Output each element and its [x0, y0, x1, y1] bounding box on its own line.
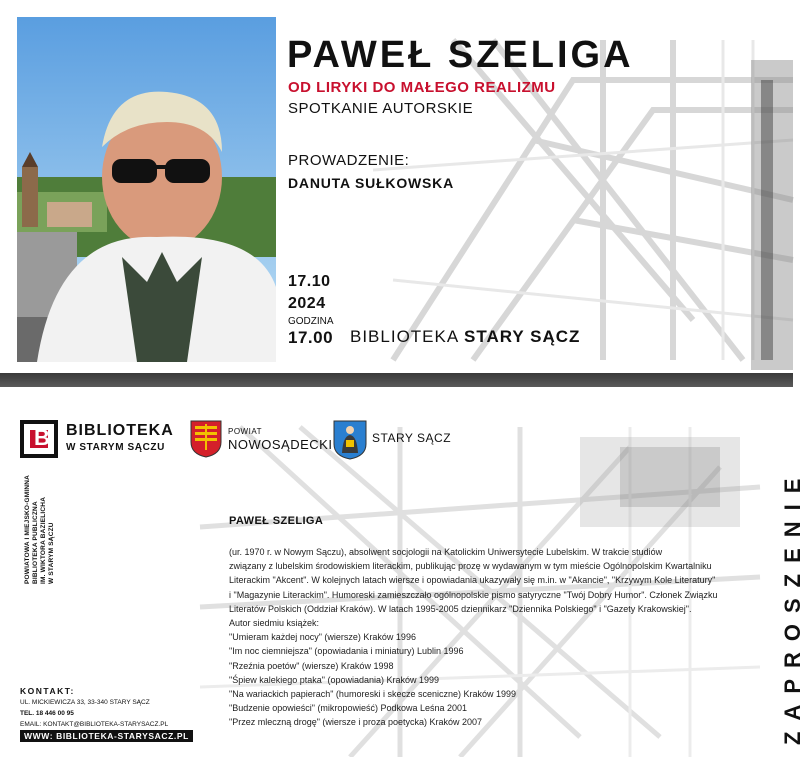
vertical-line-2: BIBLIOTEKA PUBLICZNA [32, 501, 39, 584]
vertical-line-1: POWIATOWA I MIEJSKO-GMINNA [24, 474, 31, 584]
book-item: "Na wariackich papierach" (humoreski i skecze sceniczne) Kraków 1999 [229, 689, 517, 700]
event-date-year: 2024 [288, 295, 326, 312]
bio-text [229, 545, 718, 730]
event-date-day: 17.10 [288, 273, 331, 290]
library-full-name [24, 466, 64, 586]
contact-title: KONTAKT: [20, 686, 75, 696]
book-item: "Śpiew kalekiego ptaka" (opowiadania) Kraków 1999 [229, 674, 440, 685]
bio-line: (ur. 1970 r. w Nowym Sączu), absolwent socjologii na Katolickim Uniwersytecie Lubelskim. W trakcie studiów [229, 547, 663, 557]
town-name: STARY SĄCZ [372, 431, 452, 445]
vertical-line-4: W STARYM SĄCZU [48, 522, 55, 584]
bio-line: Literatów Polskich (Oddział Kraków). W latach 1995-2005 dziennikarz "Dziennika Polskiego" i "Gazety Krakowskiej". [229, 603, 692, 614]
host-name: DANUTA SUŁKOWSKA [288, 175, 455, 191]
venue-name: STARY SĄCZ [464, 327, 581, 346]
bio-title: PAWEŁ SZELIGA [229, 515, 324, 527]
book-item: "Budzenie opowieści" (mikropowieść) Podkowa Leśna 2001 [229, 703, 468, 714]
bio-line: związany z lubelskim środowiskiem literackim, publikując prozę w wydawanym w tym mieście Ogólnopolskim Kwartalniku [229, 561, 712, 572]
contact-address: UL. MICKIEWICZA 33, 33-340 STARY SĄCZ [20, 699, 150, 706]
event-venue [350, 327, 580, 347]
powiat-label: POWIAT [228, 427, 262, 436]
host-label: PROWADZENIE: [288, 152, 410, 169]
hour-label: GODZINA [288, 316, 334, 327]
powiat-crest-icon [190, 420, 222, 458]
event-hour: 17.00 [288, 328, 334, 347]
library-sub: W STARYM SĄCZU [66, 442, 165, 453]
zaproszenie-vertical [752, 405, 805, 745]
bio-line: i "Magazynie Literackim". Humoreski zamieszczało ogólnopolskie pismo satyryczne "Twój Dobry Humor". Członek Związku [229, 589, 718, 600]
event-type: SPOTKANIE AUTORSKIE [288, 100, 474, 117]
contact-email[interactable]: EMAIL: KONTAKT@BIBLIOTEKA-STARYSACZ.PL [20, 721, 169, 728]
vertical-line-3: IM. WIKTORA BAZIELICHA [40, 496, 47, 584]
library-name: BIBLIOTEKA [66, 422, 174, 439]
contact-phone: TEL. 18 446 00 95 [20, 710, 74, 717]
book-item: "Umieram każdej nocy" (wiersze) Kraków 1996 [229, 632, 416, 643]
book-item: "Przez mleczną drogę" (wiersze i proza poetycka) Kraków 2007 [229, 717, 482, 728]
invitation-back [0, 387, 805, 757]
stary-sacz-crest-icon [333, 420, 367, 460]
zaproszenie-text: ZAPROSZENIE [780, 467, 805, 745]
book-item: "Im noc ciemniejsza" (opowiadania i miniatury) Lublin 1996 [229, 646, 464, 657]
invitation-front [0, 0, 793, 372]
bio-line: Autor siedmiu książek: [229, 618, 320, 629]
website-link[interactable]: WWW: BIBLIOTEKA-STARYSACZ.PL [20, 730, 193, 742]
venue-prefix: BIBLIOTEKA [350, 327, 459, 346]
library-logo-icon: B [20, 420, 58, 458]
book-item: "Rzeźnia poetów" (wiersze) Kraków 1998 [229, 660, 394, 671]
author-title: PAWEŁ SZELIGA [287, 34, 634, 76]
card-divider [0, 373, 793, 387]
author-photo [17, 17, 276, 362]
bio-line: Literackim "Akcent". W kolejnych latach wiersze i opowiadania ukazywały się m.in. w "Akancie", "Krzywym Kole Literatury" [229, 575, 716, 586]
powiat-name: NOWOSĄDECKI [228, 437, 333, 452]
event-subtitle: OD LIRYKI DO MAŁEGO REALIZMU [288, 79, 556, 96]
